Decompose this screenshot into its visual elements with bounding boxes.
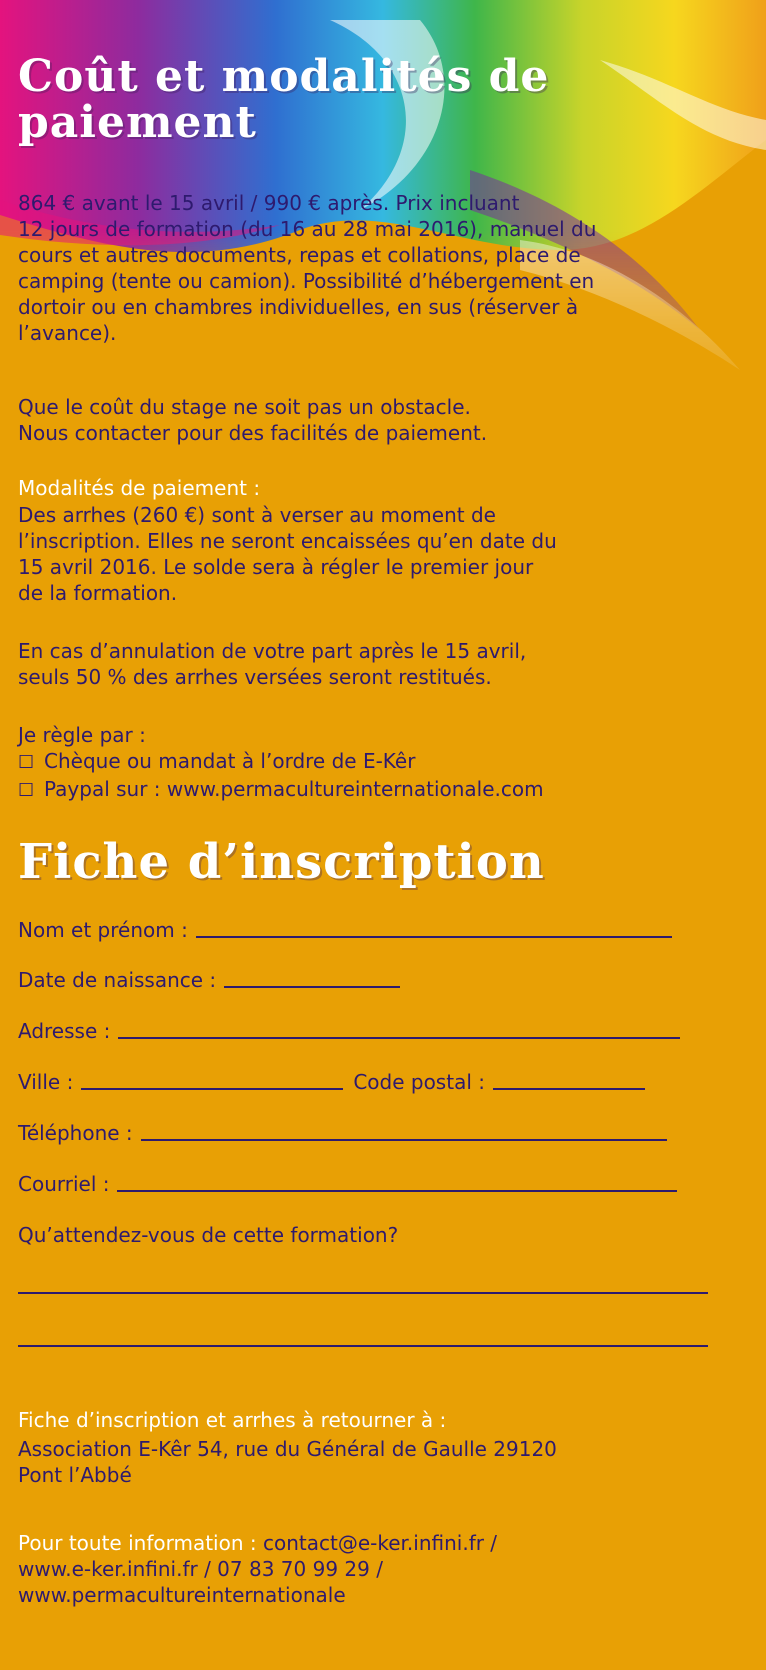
price-line: camping (tente ou camion). Possibilité d’hébergement en [18, 269, 595, 293]
deposit-line: Des arrhes (260 €) sont à verser au moment de [18, 503, 496, 527]
cancellation-line: seuls 50 % des arrhes versées seront restitués. [18, 665, 492, 689]
name-field[interactable] [18, 912, 672, 942]
address-blank-line[interactable] [118, 1037, 680, 1039]
cancellation-line: En cas d’annulation de votre part après le 15 avril, [18, 639, 527, 663]
price-line: l’avance). [18, 321, 117, 345]
return-heading: Fiche d’inscription et arrhes à retourner à : [18, 1408, 447, 1432]
postal-label: Code postal : [353, 1070, 485, 1094]
price-paragraph [18, 190, 718, 346]
option-label: Chèque ou mandat à l’ordre de E-Kêr [44, 749, 416, 773]
phone-field[interactable] [18, 1115, 667, 1145]
info-website-phone[interactable]: www.e-ker.infini.fr / 07 83 70 99 29 / [18, 1557, 383, 1581]
pay-by-label: Je règle par : [18, 723, 146, 747]
payment-method-block [18, 722, 718, 804]
birthdate-blank-line[interactable] [224, 986, 400, 988]
price-line: dortoir ou en chambres individuelles, en sus (réserver à [18, 295, 579, 319]
option-paypal[interactable] [18, 776, 718, 804]
cost-obstacle-paragraph [18, 394, 718, 446]
contact-info [18, 1530, 718, 1608]
checkbox-icon[interactable]: ☐ [18, 780, 35, 801]
cancellation-paragraph [18, 638, 718, 690]
city-label: Ville : [18, 1070, 74, 1094]
email-label: Courriel : [18, 1172, 110, 1196]
birthdate-field[interactable] [18, 962, 400, 992]
name-blank-line[interactable] [196, 936, 672, 938]
birthdate-label: Date de naissance : [18, 968, 217, 992]
checkbox-icon[interactable]: ☐ [18, 752, 35, 773]
address-field[interactable] [18, 1013, 680, 1043]
form-title: Fiche d’inscription [18, 834, 545, 890]
return-address [18, 1436, 718, 1488]
price-line: 864 € avant le 15 avril / 990 € après. Prix incluant [18, 191, 520, 215]
email-blank-line[interactable] [117, 1190, 677, 1192]
price-line: cours et autres documents, repas et collations, place de [18, 243, 581, 267]
info-website[interactable]: www.permacultureinternationale [18, 1583, 346, 1607]
city-blank-line[interactable] [81, 1088, 343, 1090]
expectations-question: Qu’attendez-vous de cette formation? [18, 1223, 399, 1247]
info-label: Pour toute information : [18, 1531, 257, 1555]
option-label: Paypal sur : www.permacultureinternationale.com [44, 777, 544, 801]
payment-heading: Modalités de paiement : [18, 476, 261, 500]
info-email[interactable]: contact@e-ker.infini.fr / [262, 1531, 498, 1555]
expectations-label [18, 1217, 398, 1247]
obstacle-line: Que le coût du stage ne soit pas un obstacle. [18, 395, 471, 419]
phone-blank-line[interactable] [141, 1139, 667, 1141]
postal-blank-line[interactable] [493, 1088, 645, 1090]
price-line: 12 jours de formation (du 16 au 28 mai 2016), manuel du [18, 217, 597, 241]
option-cheque[interactable] [18, 748, 718, 776]
phone-label: Téléphone : [18, 1121, 133, 1145]
cost-section-title: Coût et modalités de paiement [18, 51, 550, 148]
email-field[interactable] [18, 1166, 677, 1196]
address-line: Association E-Kêr 54, rue du Général de Gaulle 29120 [18, 1437, 557, 1461]
address-line: Pont l’Abbé [18, 1463, 132, 1487]
deposit-line: de la formation. [18, 581, 178, 605]
deposit-paragraph [18, 502, 718, 606]
name-label: Nom et prénom : [18, 918, 188, 942]
address-label: Adresse : [18, 1019, 111, 1043]
deposit-line: 15 avril 2016. Le solde sera à régler le premier jour [18, 555, 534, 579]
expectations-line-2[interactable] [18, 1345, 708, 1347]
deposit-line: l’inscription. Elles ne seront encaissées qu’en date du [18, 529, 557, 553]
expectations-line-1[interactable] [18, 1292, 708, 1294]
city-field[interactable] [18, 1064, 645, 1094]
obstacle-line: Nous contacter pour des facilités de paiement. [18, 421, 488, 445]
